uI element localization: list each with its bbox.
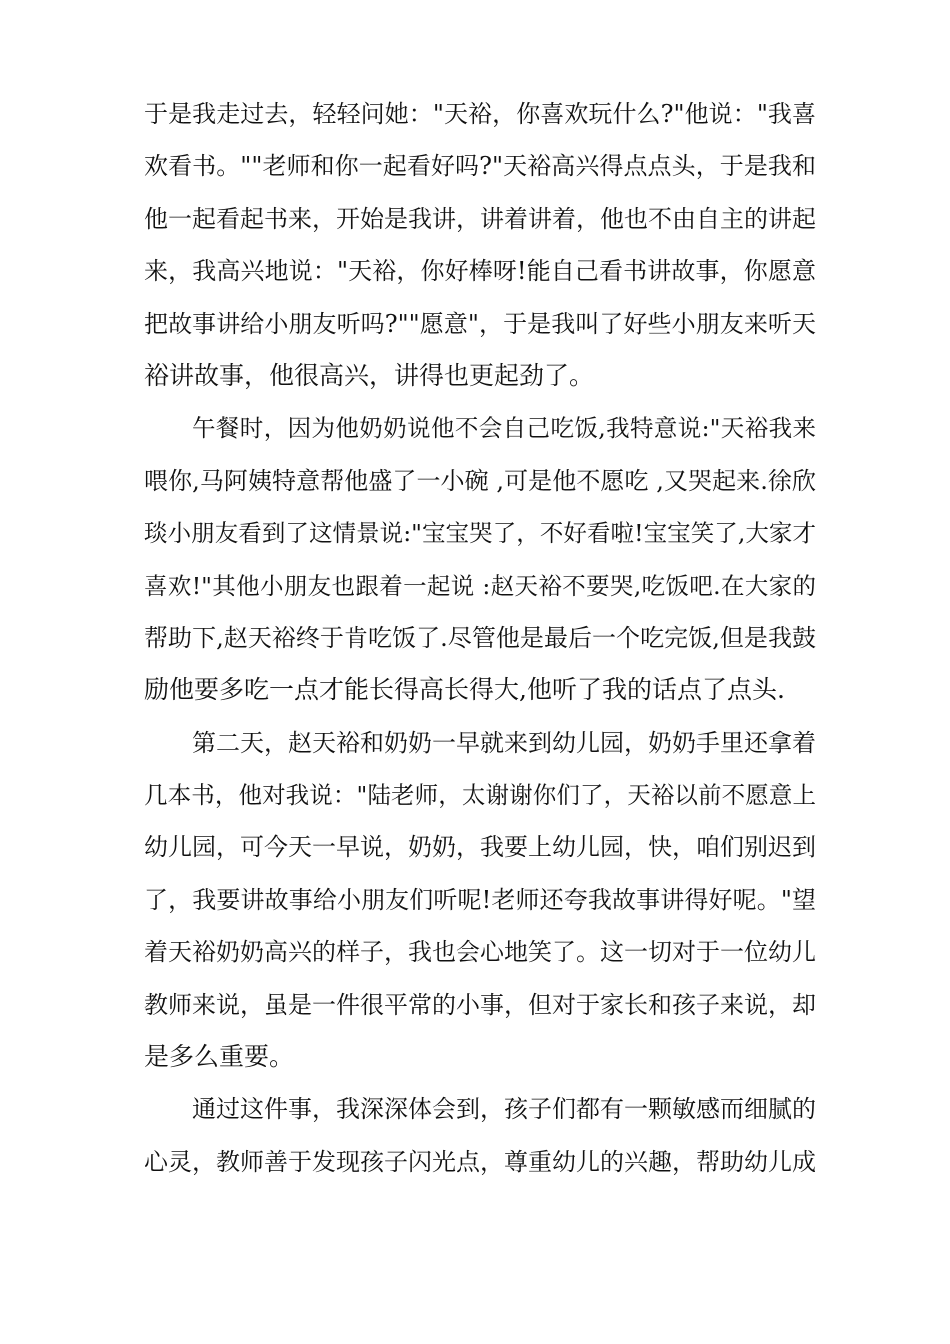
paragraph-1: [144, 88, 816, 402]
text-line: 于是我走过去，轻轻问她："天裕，你喜欢玩什么?"他说："我喜: [144, 100, 816, 128]
text-line: 是多么重要。: [144, 1042, 295, 1072]
text-line: 他一起看起书来，开始是我讲，讲着讲着，他也不由自主的讲起: [144, 204, 816, 233]
text-line: 午餐时，因为他奶奶说他不会自己吃饭,我特意说:"天裕我来: [192, 414, 816, 443]
text-line: 着天裕奶奶高兴的样子，我也会心地笑了。这一切对于一位幼儿: [144, 938, 816, 967]
text-line: 琰小朋友看到了这情景说:"宝宝哭了，不好看啦!宝宝笑了,大家才: [144, 519, 816, 548]
paragraph-3: [144, 717, 816, 1084]
text-line: 来，我高兴地说："天裕，你好棒呀!能自己看书讲故事，你愿意: [144, 257, 816, 286]
text-line: 帮助下,赵天裕终于肯吃饭了.尽管他是最后一个吃完饭,但是我鼓: [144, 623, 816, 652]
text-line: 励他要多吃一点才能长得高长得大,他听了我的话点了点头.: [144, 675, 785, 705]
text-line: 通过这件事，我深深体会到，孩子们都有一颗敏感而细腻的: [192, 1095, 816, 1124]
text-line: 几本书，他对我说："陆老师，太谢谢你们了，天裕以前不愿意上: [144, 781, 816, 810]
text-line: 第二天，赵天裕和奶奶一早就来到幼儿园，奶奶手里还拿着: [192, 728, 816, 757]
text-line: 喜欢!"其他小朋友也跟着一起说 :赵天裕不要哭,吃饭吧.在大家的: [144, 571, 816, 600]
text-line: 幼儿园，可今天一早说，奶奶，我要上幼儿园，快，咱们别迟到: [144, 833, 816, 862]
text-line: 欢看书。""老师和你一起看好吗?"天裕高兴得点点头，于是我和: [144, 152, 816, 181]
text-line: 教师来说，虽是一件很平常的小事，但对于家长和孩子来说，却: [144, 990, 816, 1019]
text-line: 心灵，教师善于发现孩子闪光点，尊重幼儿的兴趣，帮助幼儿成: [144, 1147, 816, 1176]
paragraph-4: [144, 1083, 816, 1188]
text-line: 把故事讲给小朋友听吗?""愿意"，于是我叫了好些小朋友来听天: [144, 309, 816, 338]
document-body: [144, 88, 816, 1188]
text-line: 裕讲故事，他很高兴，讲得也更起劲了。: [144, 360, 595, 390]
paragraph-2: [144, 402, 816, 716]
text-line: 了，我要讲故事给小朋友们听呢!老师还夸我故事讲得好呢。"望: [144, 885, 816, 914]
text-line: 喂你,马阿姨特意帮他盛了一小碗 ,可是他不愿吃 ,又哭起来.徐欣: [144, 466, 816, 495]
